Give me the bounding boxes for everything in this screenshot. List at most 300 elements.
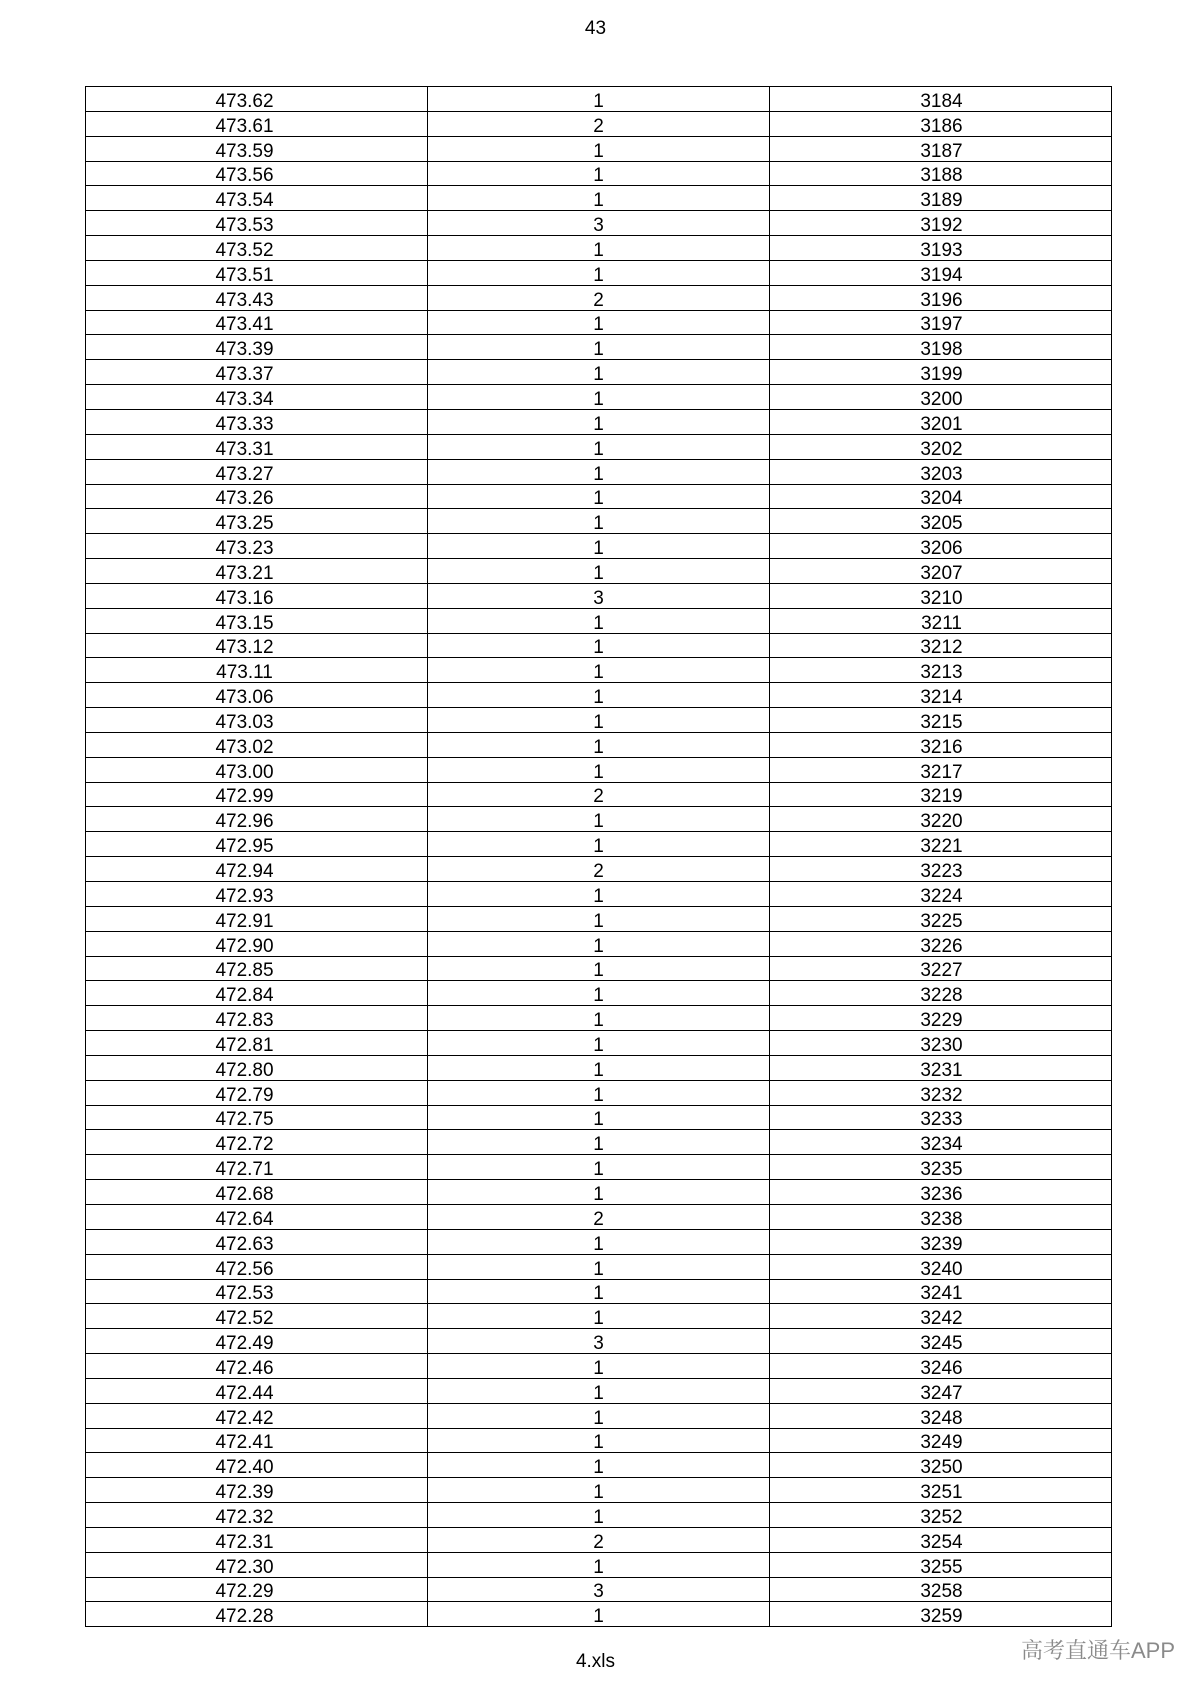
score-cell: [86, 211, 428, 236]
cumulative-cell: [770, 1428, 1112, 1453]
cumulative-cell: [770, 1453, 1112, 1478]
count-cell-text: 1: [593, 1382, 604, 1404]
score-cell-text: 473.59: [215, 140, 274, 162]
count-cell-text: 1: [593, 239, 604, 261]
cumulative-cell-text: 3192: [920, 215, 963, 237]
count-cell: [428, 434, 770, 459]
cumulative-cell-text: 3230: [920, 1034, 963, 1056]
cumulative-cell-text: 3219: [920, 786, 963, 808]
score-cell-text: 472.31: [215, 1531, 274, 1553]
score-cell-text: 472.29: [215, 1581, 274, 1603]
cumulative-cell-text: 3211: [921, 612, 962, 634]
cumulative-cell-text: 3210: [920, 587, 963, 609]
count-cell: [428, 1254, 770, 1279]
cumulative-cell-text: 3241: [920, 1283, 963, 1305]
count-cell: [428, 136, 770, 161]
cumulative-cell: [770, 1130, 1112, 1155]
count-cell-text: 2: [593, 861, 604, 882]
table-row: [86, 608, 1112, 633]
cumulative-cell-text: 3202: [920, 438, 963, 460]
cumulative-cell-text: 3200: [920, 388, 963, 410]
count-cell: [428, 459, 770, 484]
count-cell-text: 1: [593, 662, 604, 684]
cumulative-cell-text: 3232: [920, 1084, 963, 1106]
count-cell-text: 2: [593, 1208, 604, 1230]
cumulative-cell-text: 3206: [920, 538, 963, 560]
score-cell: [86, 87, 428, 112]
score-cell: [86, 807, 428, 832]
cumulative-cell: [770, 260, 1112, 285]
count-cell-text: 1: [593, 1010, 604, 1032]
score-cell-text: 472.80: [215, 1059, 274, 1081]
score-cell: [86, 732, 428, 757]
cumulative-cell-text: 3217: [920, 761, 963, 783]
cumulative-cell-text: 3204: [920, 488, 963, 510]
score-cell-text: 473.54: [215, 190, 274, 212]
table-row: [86, 633, 1112, 658]
table-row: [86, 310, 1112, 335]
count-cell: [428, 1552, 770, 1577]
cumulative-cell-text: 3229: [920, 1010, 963, 1032]
score-cell: [86, 509, 428, 534]
cumulative-cell: [770, 1552, 1112, 1577]
score-cell: [86, 186, 428, 211]
score-cell-text: 472.42: [215, 1407, 274, 1429]
score-cell-text: 473.52: [215, 239, 274, 261]
count-cell-text: 1: [593, 1034, 604, 1056]
count-cell: [428, 1329, 770, 1354]
score-cell: [86, 335, 428, 360]
table-row: [86, 1403, 1112, 1428]
count-cell-text: 3: [593, 587, 604, 609]
count-cell: [428, 1527, 770, 1552]
cumulative-cell-text: 3207: [920, 562, 963, 584]
score-cell-text: 473.27: [215, 463, 274, 485]
count-cell: [428, 385, 770, 410]
count-cell-text: 1: [593, 1556, 604, 1578]
score-cell-text: 472.71: [215, 1159, 274, 1181]
score-cell-text: 472.64: [215, 1208, 274, 1230]
count-cell: [428, 906, 770, 931]
count-cell: [428, 857, 770, 882]
cumulative-cell: [770, 956, 1112, 981]
count-cell: [428, 732, 770, 757]
count-cell-text: 1: [593, 538, 604, 560]
count-cell: [428, 1279, 770, 1304]
count-cell-text: 1: [593, 140, 604, 162]
cumulative-cell: [770, 608, 1112, 633]
table-row: [86, 1180, 1112, 1205]
score-cell-text: 473.53: [215, 215, 274, 237]
score-cell: [86, 1130, 428, 1155]
score-cell: [86, 1453, 428, 1478]
count-cell-text: 1: [593, 985, 604, 1007]
score-cell-text: 472.68: [215, 1183, 274, 1205]
cumulative-cell: [770, 633, 1112, 658]
count-cell-text: 1: [593, 1407, 604, 1429]
score-cell: [86, 1503, 428, 1528]
score-cell-text: 472.91: [215, 910, 274, 932]
score-cell: [86, 1329, 428, 1354]
count-cell-text: 1: [593, 711, 604, 733]
count-cell: [428, 708, 770, 733]
cumulative-cell: [770, 434, 1112, 459]
count-cell: [428, 981, 770, 1006]
table-row: [86, 1552, 1112, 1577]
cumulative-cell: [770, 1155, 1112, 1180]
score-cell-text: 473.56: [215, 165, 274, 187]
table-row: [86, 1155, 1112, 1180]
score-cell-text: 473.62: [215, 90, 274, 112]
table-row: [86, 1031, 1112, 1056]
count-cell-text: 1: [593, 836, 604, 858]
table-row: [86, 782, 1112, 807]
count-cell: [428, 360, 770, 385]
score-cell-text: 472.81: [215, 1034, 274, 1056]
score-cell-text: 473.34: [215, 388, 274, 410]
score-table: [85, 86, 1112, 1627]
cumulative-cell: [770, 1478, 1112, 1503]
count-cell: [428, 757, 770, 782]
count-cell-text: 3: [593, 1333, 604, 1355]
cumulative-cell: [770, 1006, 1112, 1031]
count-cell-text: 1: [593, 1283, 604, 1305]
table-row: [86, 186, 1112, 211]
table-row: [86, 1527, 1112, 1552]
cumulative-cell-text: 3194: [920, 264, 963, 286]
table-row: [86, 732, 1112, 757]
cumulative-cell-text: 3246: [920, 1357, 963, 1379]
watermark: 高考直通车APP: [1021, 1638, 1176, 1663]
score-cell-text: 472.30: [215, 1556, 274, 1578]
score-cell-text: 473.02: [215, 736, 274, 758]
score-cell: [86, 1031, 428, 1056]
count-cell: [428, 1006, 770, 1031]
cumulative-cell: [770, 683, 1112, 708]
table-row: [86, 832, 1112, 857]
table-row: [86, 1453, 1112, 1478]
score-cell: [86, 1378, 428, 1403]
cumulative-cell: [770, 931, 1112, 956]
cumulative-cell: [770, 360, 1112, 385]
cumulative-cell: [770, 559, 1112, 584]
score-cell: [86, 1080, 428, 1105]
cumulative-cell-text: 3220: [920, 811, 963, 833]
table-row: [86, 658, 1112, 683]
score-cell: [86, 136, 428, 161]
table-row: [86, 757, 1112, 782]
score-cell: [86, 285, 428, 310]
count-cell: [428, 111, 770, 136]
count-cell: [428, 335, 770, 360]
score-cell-text: 472.85: [215, 960, 274, 982]
table-row: [86, 484, 1112, 509]
score-cell-text: 473.26: [215, 488, 274, 510]
cumulative-cell-text: 3197: [920, 314, 963, 336]
score-cell: [86, 633, 428, 658]
count-cell: [428, 1055, 770, 1080]
count-cell: [428, 1031, 770, 1056]
score-cell: [86, 534, 428, 559]
count-cell: [428, 559, 770, 584]
cumulative-cell: [770, 409, 1112, 434]
score-cell: [86, 484, 428, 509]
table-row: [86, 1378, 1112, 1403]
cumulative-cell: [770, 1503, 1112, 1528]
count-cell: [428, 782, 770, 807]
count-cell: [428, 1180, 770, 1205]
score-cell: [86, 1577, 428, 1602]
cumulative-cell: [770, 708, 1112, 733]
score-cell: [86, 385, 428, 410]
cumulative-cell: [770, 1031, 1112, 1056]
count-cell: [428, 211, 770, 236]
score-cell: [86, 1279, 428, 1304]
count-cell: [428, 658, 770, 683]
count-cell: [428, 1478, 770, 1503]
cumulative-cell-text: 3245: [920, 1333, 963, 1355]
score-cell: [86, 1229, 428, 1254]
count-cell: [428, 236, 770, 261]
cumulative-cell: [770, 1304, 1112, 1329]
score-cell: [86, 882, 428, 907]
count-cell-text: 1: [593, 1183, 604, 1205]
table-row: [86, 360, 1112, 385]
count-cell-text: 1: [593, 811, 604, 833]
score-cell: [86, 906, 428, 931]
count-cell-text: 1: [593, 910, 604, 932]
count-cell-text: 1: [593, 885, 604, 907]
count-cell-text: 1: [593, 935, 604, 957]
score-cell-text: 473.43: [215, 289, 274, 311]
count-cell: [428, 186, 770, 211]
table-row: [86, 211, 1112, 236]
cumulative-cell-text: 3214: [920, 687, 963, 709]
cumulative-cell: [770, 906, 1112, 931]
count-cell-text: 1: [593, 1357, 604, 1379]
score-cell-text: 472.94: [215, 861, 274, 882]
score-cell: [86, 1428, 428, 1453]
cumulative-cell-text: 3187: [920, 140, 963, 162]
cumulative-cell: [770, 161, 1112, 186]
score-cell: [86, 360, 428, 385]
score-cell-text: 473.15: [215, 612, 274, 634]
count-cell: [428, 1354, 770, 1379]
score-cell: [86, 931, 428, 956]
cumulative-cell-text: 3213: [920, 662, 963, 684]
cumulative-cell: [770, 385, 1112, 410]
table-row: [86, 285, 1112, 310]
count-cell-text: 1: [593, 190, 604, 212]
cumulative-cell-text: 3250: [920, 1457, 963, 1479]
cumulative-cell: [770, 1577, 1112, 1602]
count-cell-text: 2: [593, 786, 604, 808]
table-row: [86, 1354, 1112, 1379]
table-row: [86, 1577, 1112, 1602]
count-cell-text: 1: [593, 1482, 604, 1504]
cumulative-cell-text: 3188: [920, 165, 963, 187]
count-cell: [428, 1304, 770, 1329]
score-cell-text: 473.39: [215, 339, 274, 361]
count-cell: [428, 484, 770, 509]
score-cell-text: 472.96: [215, 811, 274, 833]
score-cell: [86, 1204, 428, 1229]
cumulative-cell: [770, 335, 1112, 360]
count-cell-text: 1: [593, 687, 604, 709]
count-cell-text: 1: [593, 413, 604, 435]
table-row: [86, 1478, 1112, 1503]
table-row: [86, 260, 1112, 285]
count-cell: [428, 1378, 770, 1403]
cumulative-cell: [770, 1602, 1112, 1627]
table-row: [86, 1055, 1112, 1080]
score-cell: [86, 409, 428, 434]
cumulative-cell-text: 3234: [920, 1134, 963, 1156]
count-cell: [428, 1503, 770, 1528]
score-cell-text: 472.39: [215, 1482, 274, 1504]
score-cell-text: 473.33: [215, 413, 274, 435]
score-cell-text: 473.00: [215, 761, 274, 783]
count-cell: [428, 1105, 770, 1130]
cumulative-cell-text: 3186: [920, 115, 963, 137]
count-cell: [428, 87, 770, 112]
count-cell: [428, 956, 770, 981]
score-cell: [86, 1006, 428, 1031]
table-row: [86, 1254, 1112, 1279]
cumulative-cell: [770, 136, 1112, 161]
cumulative-cell-text: 3184: [920, 90, 963, 112]
count-cell-text: 1: [593, 90, 604, 112]
count-cell: [428, 310, 770, 335]
table-row: [86, 981, 1112, 1006]
cumulative-cell: [770, 782, 1112, 807]
table-row: [86, 434, 1112, 459]
table-row: [86, 136, 1112, 161]
score-cell-text: 473.03: [215, 711, 274, 733]
score-cell-text: 472.40: [215, 1457, 274, 1479]
count-cell-text: 1: [593, 637, 604, 659]
table-row: [86, 1279, 1112, 1304]
cumulative-cell: [770, 1403, 1112, 1428]
footer-filename: 4.xls: [575, 1651, 616, 1672]
score-cell: [86, 956, 428, 981]
cumulative-cell: [770, 732, 1112, 757]
count-cell-text: 1: [593, 1308, 604, 1330]
cumulative-cell-text: 3239: [920, 1233, 963, 1255]
score-table-body: [86, 87, 1112, 1627]
cumulative-cell-text: 3249: [920, 1432, 963, 1454]
count-cell: [428, 807, 770, 832]
table-row: [86, 459, 1112, 484]
score-cell-text: 473.37: [215, 364, 274, 386]
page-number: 43: [584, 18, 607, 39]
cumulative-cell: [770, 1080, 1112, 1105]
score-cell-text: 472.72: [215, 1134, 274, 1156]
count-cell-text: 1: [593, 1457, 604, 1479]
table-row: [86, 559, 1112, 584]
table-row: [86, 1229, 1112, 1254]
cumulative-cell-text: 3240: [920, 1258, 963, 1280]
cumulative-cell: [770, 534, 1112, 559]
cumulative-cell: [770, 658, 1112, 683]
score-cell: [86, 658, 428, 683]
cumulative-cell-text: 3225: [920, 910, 963, 932]
count-cell-text: 1: [593, 960, 604, 982]
cumulative-cell-text: 3228: [920, 985, 963, 1007]
cumulative-cell-text: 3236: [920, 1183, 963, 1205]
score-cell-text: 473.11: [216, 662, 273, 684]
score-cell-text: 472.56: [215, 1258, 274, 1280]
cumulative-cell: [770, 186, 1112, 211]
count-cell-text: 1: [593, 736, 604, 758]
score-cell: [86, 559, 428, 584]
cumulative-cell: [770, 832, 1112, 857]
table-row: [86, 385, 1112, 410]
score-cell: [86, 683, 428, 708]
cumulative-cell-text: 3212: [920, 637, 963, 659]
count-cell-text: 1: [593, 463, 604, 485]
cumulative-cell-text: 3198: [920, 339, 963, 361]
count-cell: [428, 1155, 770, 1180]
count-cell-text: 1: [593, 1059, 604, 1081]
score-cell-text: 472.28: [215, 1606, 274, 1628]
count-cell-text: 1: [593, 1233, 604, 1255]
score-cell-text: 473.16: [215, 587, 274, 609]
score-cell: [86, 434, 428, 459]
score-cell-text: 473.21: [215, 562, 274, 584]
score-cell: [86, 236, 428, 261]
table-row: [86, 1503, 1112, 1528]
score-cell-text: 472.41: [215, 1432, 274, 1454]
count-cell: [428, 409, 770, 434]
cumulative-cell-text: 3201: [920, 413, 963, 435]
cumulative-cell-text: 3252: [920, 1506, 963, 1528]
score-cell-text: 473.51: [215, 264, 274, 286]
score-cell-text: 472.53: [215, 1283, 274, 1305]
table-row: [86, 534, 1112, 559]
cumulative-cell: [770, 285, 1112, 310]
cumulative-cell: [770, 509, 1112, 534]
count-cell-text: 1: [593, 264, 604, 286]
cumulative-cell: [770, 981, 1112, 1006]
score-cell: [86, 260, 428, 285]
count-cell: [428, 832, 770, 857]
count-cell-text: 2: [593, 1531, 604, 1553]
count-cell: [428, 260, 770, 285]
cumulative-cell-text: 3238: [920, 1208, 963, 1230]
cumulative-cell-text: 3224: [920, 885, 963, 907]
table-row: [86, 1105, 1112, 1130]
cumulative-cell-text: 3221: [920, 836, 963, 858]
score-cell: [86, 1105, 428, 1130]
score-cell: [86, 1180, 428, 1205]
count-cell: [428, 931, 770, 956]
score-cell-text: 473.31: [215, 438, 274, 460]
count-cell: [428, 683, 770, 708]
score-cell-text: 472.95: [215, 836, 274, 858]
cumulative-cell-text: 3231: [920, 1059, 963, 1081]
table-row: [86, 1602, 1112, 1627]
score-cell-text: 473.61: [215, 115, 274, 137]
cumulative-cell: [770, 882, 1112, 907]
count-cell-text: 1: [593, 314, 604, 336]
cumulative-cell-text: 3196: [920, 289, 963, 311]
table-row: [86, 807, 1112, 832]
cumulative-cell-text: 3242: [920, 1308, 963, 1330]
count-cell-text: 1: [593, 1432, 604, 1454]
score-cell: [86, 1552, 428, 1577]
count-cell-text: 1: [593, 1109, 604, 1131]
